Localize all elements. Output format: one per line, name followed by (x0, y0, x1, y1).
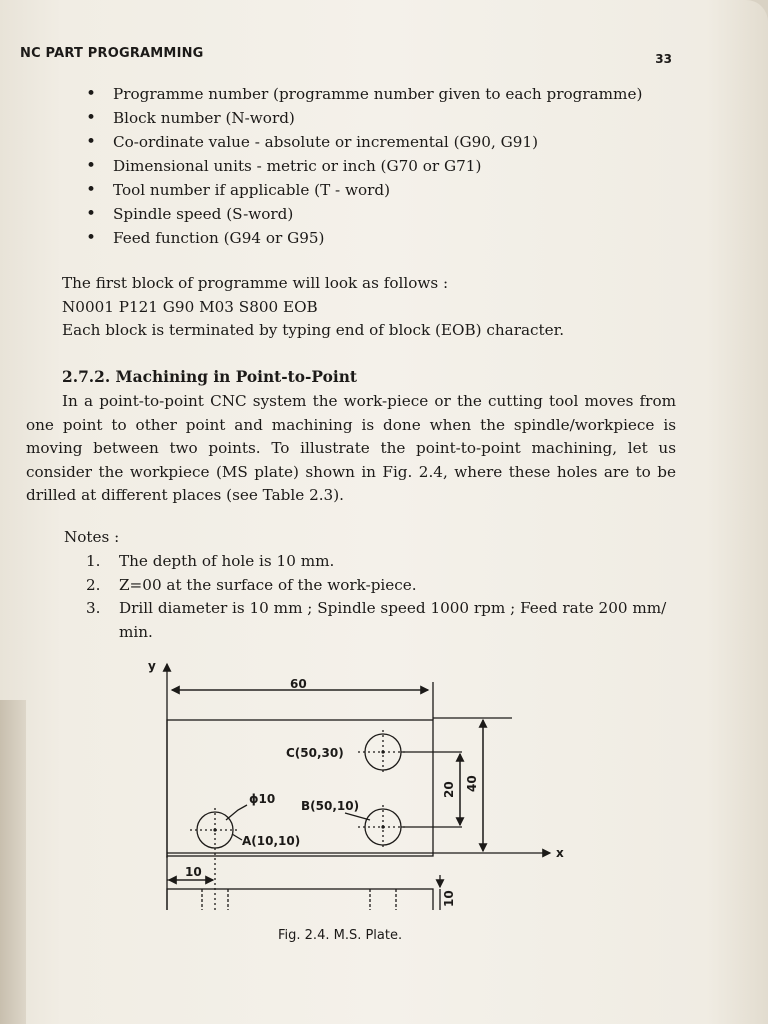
hole-c-label: C(50,30) (286, 746, 344, 760)
list-item: • Programme number (programme number given to each programme) (86, 82, 676, 106)
section-heading: 2.7.2. Machining in Point-to-Point (62, 368, 358, 386)
dim-40-label: 40 (465, 775, 479, 792)
hole-dia-label: ϕ10 (249, 792, 276, 806)
dim-20-label: 20 (442, 781, 456, 798)
section-body: In a point-to-point CNC system the work-piece or the cutting tool moves from one point to other point and machining is done when the spindle/workpiece is moving between two points. To illustrate the point-to-point machining, let us consider the workpiece (MS plate) shown in Fig. 2.4, where these holes are to be drilled at different places (see Table 2.3). (26, 392, 676, 504)
eob-note: Each block is terminated by typing end of block (EOB) character. (62, 321, 565, 339)
figure-caption: Fig. 2.4. M.S. Plate. (278, 928, 403, 943)
ms-plate-figure (140, 650, 570, 910)
hole-a-label: A(10,10) (242, 834, 301, 848)
note-text: Z=00 at the surface of the work-piece. (119, 575, 417, 594)
plate-side-view (167, 889, 433, 910)
dim-offset-label: 10 (185, 865, 202, 879)
dim-thickness-label: 10 (442, 890, 456, 907)
x-axis-label: x (556, 846, 564, 860)
list-item: • Tool number if applicable (T - word) (86, 178, 676, 202)
page-number: 33 (655, 52, 672, 66)
list-item: • Feed function (G94 or G95) (86, 226, 676, 250)
note-item (86, 550, 678, 574)
note-item (86, 597, 678, 644)
programme-word-list (86, 82, 676, 250)
y-axis-label: y (148, 659, 156, 673)
hole-b-label: B(50,10) (301, 799, 360, 813)
note-number: 3. (86, 599, 101, 617)
list-item: • Co-ordinate value - absolute or incremental (G90, G91) (86, 130, 676, 154)
notes-label: Notes : (64, 528, 120, 546)
list-item: • Spindle speed (S-word) (86, 202, 676, 226)
note-number: 2. (86, 575, 101, 594)
list-item: • Block number (N-word) (86, 106, 676, 130)
page-edge-shadow (0, 700, 26, 1024)
note-item (86, 574, 678, 598)
first-block-code: N0001 P121 G90 M03 S800 EOB (62, 298, 318, 316)
list-item: • Dimensional units - metric or inch (G70 or G71) (86, 154, 676, 178)
first-block-intro: The first block of programme will look as follows : (62, 274, 449, 292)
running-header: NC PART PROGRAMMING (20, 46, 204, 61)
notes-list (86, 550, 678, 644)
note-number: 1. (86, 552, 101, 570)
dim-width-label: 60 (290, 677, 307, 691)
note-text: The depth of hole is 10 mm. (119, 552, 335, 570)
note-text: Drill diameter is 10 mm ; Spindle speed 1000 rpm ; Feed rate 200 mm/ min. (119, 599, 667, 641)
